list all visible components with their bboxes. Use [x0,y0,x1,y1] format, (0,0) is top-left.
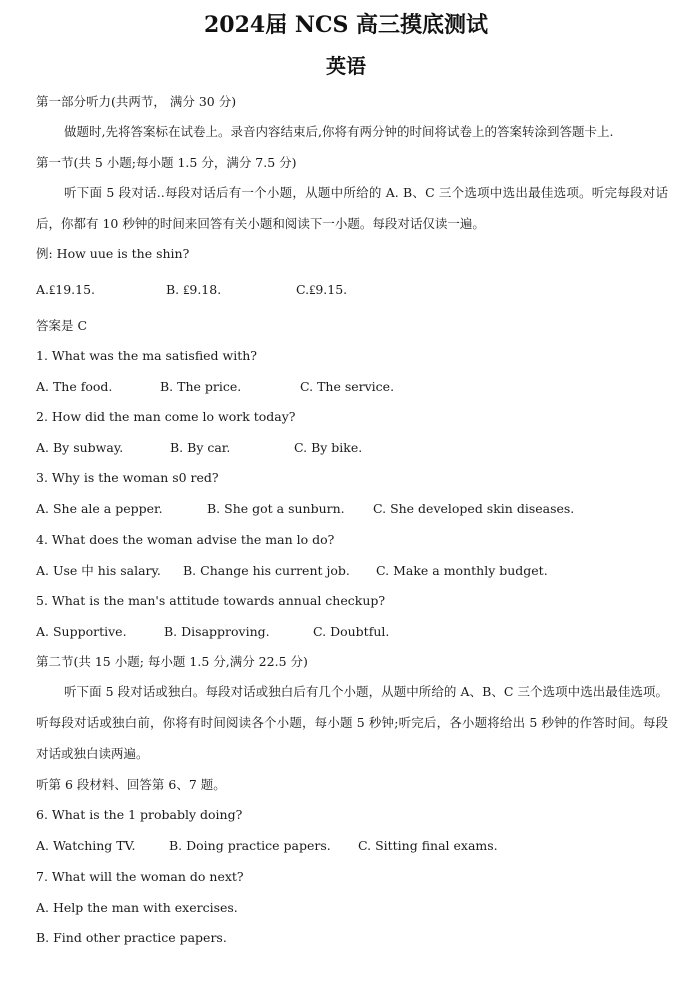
exam-title: 2024届 NCS 高三摸底测试 [203,12,489,38]
option-a: A. The food. [36,379,113,394]
question-4: 4. What does the woman advise the man lo do? [36,532,335,547]
option-b: B. She got a sunburn. [207,501,345,516]
section2-heading: 第二节(共 15 小题; 每小题 1.5 分,满分 22.5 分) [36,654,308,669]
question-6: 6. What is the 1 probably doing? [36,807,243,822]
question-7-option-a: A. Help the man with exercises. [36,900,238,915]
option-c: C. She developed skin diseases. [373,501,575,516]
section2-instructions: 听下面 5 段对话或独白。每段对话或独白后有几个小题，从题中所给的 A、B、C 三个选项中选出最佳选项。听每段对话或独白前，你将有时间阅读各个小题，每小题 5 秒钟;听完后，各小题将给出 5 秒钟的作答时间。每段对话或独白读两遍。 [36,684,668,761]
question-1: 1. What was the ma satisfied with? [36,348,257,363]
option-a: A.₤19.15. [36,282,96,297]
option-b: B. Change his current job. [183,563,350,578]
option-c: C. By bike. [294,440,363,455]
option-b: B. The price. [160,379,242,394]
question-2: 2. How did the man come lo work today? [36,409,296,424]
section1-instructions: 听下面 5 段对话..每段对话后有一个小题，从题中所给的 A. B、C 三个选项中选出最佳选项。听完每段对话后，你都有 10 秒钟的时间来回答有关小题和阅读下一小题。每段对话仅读一遍。 [36,185,668,231]
example-answer: 答案是 C [36,318,88,333]
option-c: C. Make a monthly budget. [376,563,548,578]
question-7: 7. What will the woman do next? [36,869,244,884]
option-b: B. Disapproving. [164,624,270,639]
option-a: A. Watching TV. [36,838,136,853]
option-a: A. She ale a pepper. [36,501,163,516]
option-a: A. By subway. [36,440,124,455]
question-7-option-b: B. Find other practice papers. [36,930,227,945]
question-5: 5. What is the man's attitude towards annual checkup? [36,593,386,608]
option-c: C. The service. [300,379,395,394]
question-3: 3. Why is the woman s0 red? [36,470,219,485]
part1-heading: 第一部分听力(共两节， 满分 30 分) [36,94,237,109]
option-a: A. Supportive. [36,624,127,639]
option-c: C.₤9.15. [296,282,348,297]
option-c: C. Doubtful. [313,624,390,639]
option-c: C. Sitting final exams. [358,838,498,853]
option-b: B. By car. [170,440,231,455]
example-question: 例: How uue is the shin? [36,246,190,261]
option-b: B. Doing practice papers. [169,838,331,853]
material-6-note: 听第 6 段材料、回答第 6、7 题。 [36,777,226,792]
option-a: A. Use 中 his salary. [36,563,161,578]
subject-title: 英语 [326,54,366,78]
section1-heading: 第一节(共 5 小题;每小题 1.5 分，满分 7.5 分) [36,155,297,170]
option-b: B. ₤9.18. [166,282,222,297]
part1-instructions: 做题时,先将答案标在试卷上。录音内容结束后,你将有两分钟的时间将试卷上的答案转涂到答题卡上. [64,124,614,139]
